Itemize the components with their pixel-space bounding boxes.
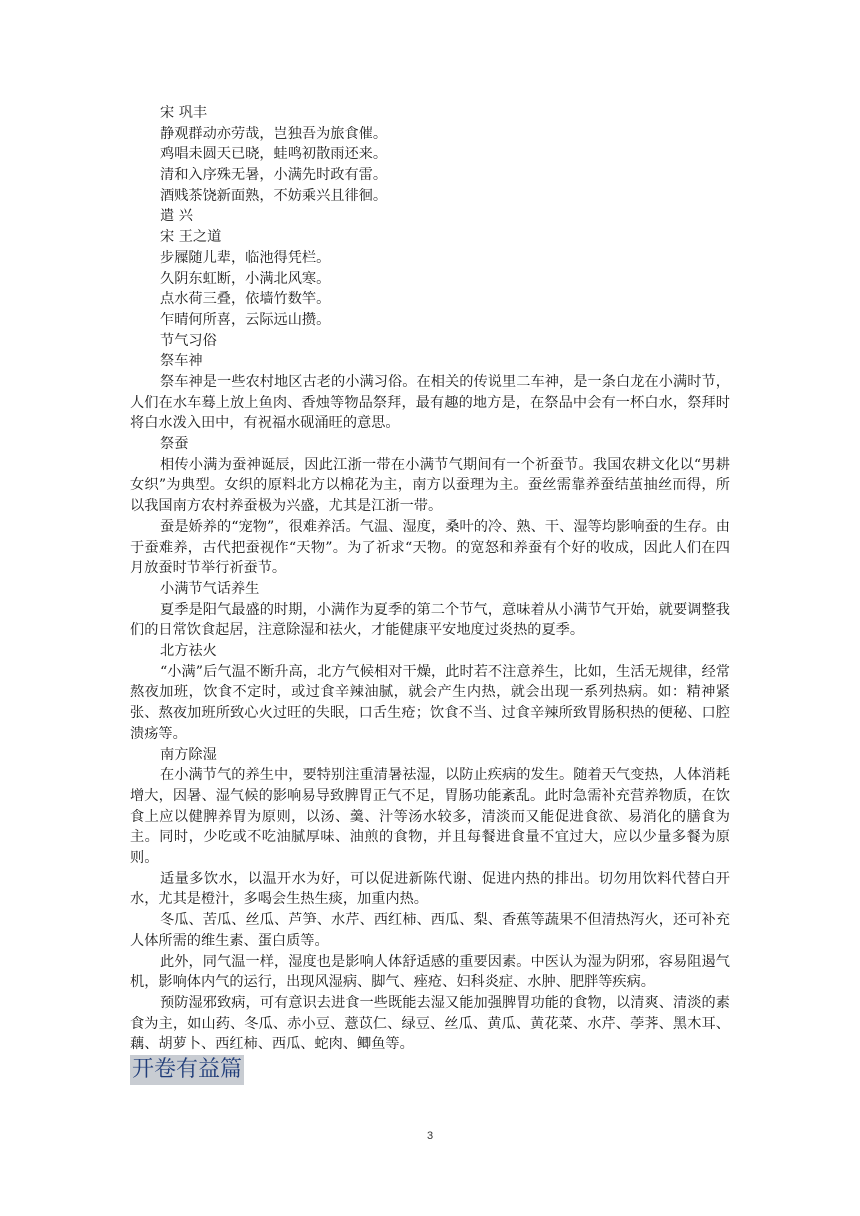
health-paragraph: “小满”后气温不断升高，北方气候相对干燥，此时若不注意养生，比如，生活无规律，经常熬夜加班，饮食不定时，或过食辛辣油腻，就会产生内热，就会出现一系列热病。如：精神紧张、熬夜加班所致心火过旺的失眠，口舌生疮；饮食不当、过食辛辣所致胃肠积热的便秘、口腔溃疡等。 [130, 663, 730, 742]
poem-line: 酒贱茶饶新面熟，不妨乘兴且徘徊。 [160, 187, 388, 204]
poem-author: 宋 巩丰 [160, 105, 208, 121]
poem-line: 乍晴何所喜，云际远山攒。 [160, 311, 331, 328]
article-body [130, 103, 730, 1055]
health-paragraph: 在小满节气的养生中，要特别注重清暑祛湿，以防止疾病的发生。随着天气变热，人体消耗增大，因暑、湿气候的影响易导致脾胃正气不足，胃肠功能紊乱。此时急需补充营养物质，在饮食上应以健脾养胃为原则，以汤、羹、汁等汤水较多，清淡而又能促进食欲、易消化的膳食为主。同时，少吃或不吃油腻厚味、油煎的食物，并且每餐进食量不宜过大，应以少量多餐为原则。 [130, 767, 730, 867]
page-number: 3 [426, 1130, 434, 1142]
health-paragraph: 冬瓜、苦瓜、丝瓜、芦笋、水芹、西红柿、西瓜、梨、香蕉等蔬果不但清热泻火，还可补充人体所需的维生素、蛋白质等。 [130, 912, 730, 949]
health-subheading: 南方除湿 [160, 746, 217, 763]
poem-line: 鸡唱未圆天已晓，蛙鸣初散雨还来。 [160, 146, 388, 163]
poem-line: 步屧随儿辈，临池得凭栏。 [160, 249, 331, 266]
poem-title: 遣 兴 [160, 208, 193, 225]
custom-title: 祭蚕 [160, 436, 189, 453]
custom-paragraph: 相传小满为蚕神诞辰，因此江浙一带在小满节气期间有一个祈蚕节。我国农耕文化以“男耕女织”为典型。女织的原料北方以棉花为主，南方以蚕理为主。蚕丝需靠养蚕结茧抽丝而得，所以我国南方农村养蚕极为兴盛，尤其是江浙一带。 [130, 456, 730, 515]
poem-line: 点水荷三叠，依墙竹数竿。 [160, 291, 331, 308]
poem-line: 久阴东虹断，小满北风寒。 [160, 270, 331, 287]
section-heading: 开卷有益篇 [130, 1055, 244, 1085]
custom-paragraph: 祭车神是一些农村地区古老的小满习俗。在相关的传说里二车神，是一条白龙在小满时节，人们在水车蓦上放上鱼肉、香烛等物品祭拜，最有趣的地方是，在祭品中会有一杯白水，祭拜时将白水泼入田中，有祝福水砚涌旺的意思。 [130, 373, 730, 432]
poem-line: 清和入序殊无暑，小满先时政有雷。 [160, 167, 388, 184]
poem-line: 静观群动亦劳哉，岂独吾为旅食催。 [160, 125, 388, 142]
health-subheading: 北方祛火 [160, 643, 217, 660]
custom-paragraph: 蚕是娇养的“宠物”，很难养活。气温、湿度，桑叶的冷、熟、干、湿等均影响蚕的生存。由于蚕难养，古代把蚕视作“天物”。为了祈求“天物。的宽怒和养蚕有个好的收成，因此人们在四月放蚕时节举行祈蚕节。 [130, 518, 730, 577]
health-intro: 夏季是阳气最盛的时期，小满作为夏季的第二个节气，意味着从小满节气开始，就要调整我们的日常饮食起居，注意除湿和祛火，才能健康平安地度过炎热的夏季。 [130, 601, 730, 639]
health-paragraph: 预防湿邪致病，可有意识去进食一些既能去湿又能加强脾胃功能的食物，以清爽、清淡的素食为主，如山药、冬瓜、赤小豆、薏苡仁、绿豆、丝瓜、黄瓜、黄花菜、水芹、荸荠、黑木耳、藕、胡萝卜、西红柿、西瓜、蛇肉、鲫鱼等。 [130, 994, 730, 1053]
health-heading: 小满节气话养生 [160, 580, 260, 597]
customs-heading: 节气习俗 [160, 332, 217, 349]
health-paragraph: 适量多饮水，以温开水为好，可以促进新陈代谢、促进内热的排出。切勿用饮料代替白开水，尤其是橙汁，多喝会生热生痰，加重内热。 [130, 870, 730, 908]
custom-title: 祭车神 [160, 353, 203, 370]
health-paragraph: 此外，同气温一样，湿度也是影响人体舒适感的重要因素。中医认为湿为阴邪，容易阻遏气机，影响体内气的运行，出现风湿病、脚气、痤疮、妇科炎症、水肿、肥胖等疾病。 [130, 953, 730, 991]
poem-author: 宋 王之道 [160, 229, 222, 246]
